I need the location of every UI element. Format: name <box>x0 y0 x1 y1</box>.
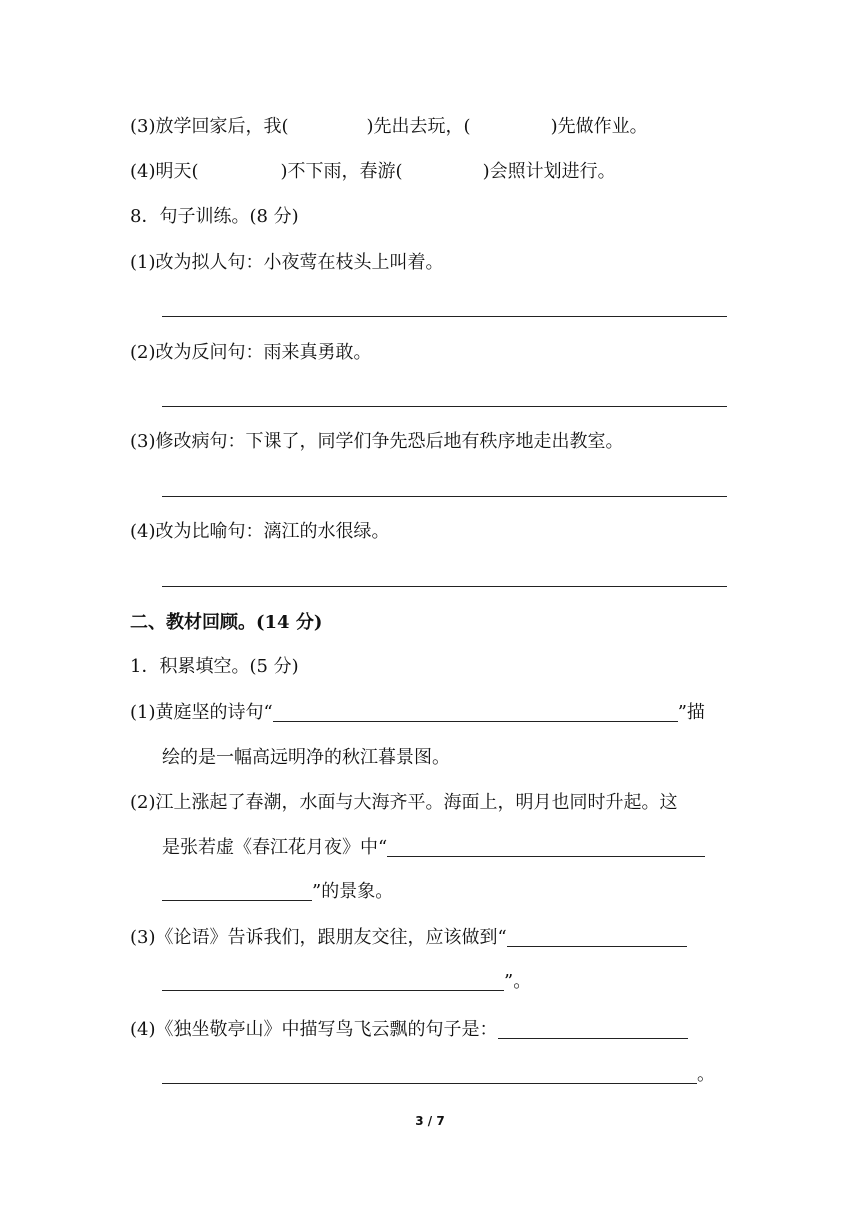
answer-line[interactable] <box>162 586 727 587</box>
fill-item-1-2: (2)江上涨起了春潮，水面与大海齐平。海面上，明月也同时升起。这 <box>130 792 678 813</box>
answer-line[interactable] <box>162 316 727 317</box>
fill-item-1-2-cont: 是张若虚《春江花月夜》中“ <box>162 836 705 860</box>
answer-blank[interactable] <box>498 1020 688 1039</box>
section-2-heading: 二、教材回顾。(14 分) <box>130 612 323 633</box>
question-1-title: 1．积累填空。(5 分) <box>130 656 299 677</box>
question-8-title: 8．句子训练。(8 分) <box>130 206 299 227</box>
page-number: 3 / 7 <box>415 1114 445 1128</box>
fill-item-1-4: (4)《独坐敬亭山》中描写鸟飞云飘的句子是： <box>130 1018 688 1042</box>
question-8-2: (2)改为反问句：雨来真勇敢。 <box>130 342 372 363</box>
answer-line[interactable] <box>162 406 727 407</box>
answer-blank[interactable] <box>162 972 504 991</box>
fill-item-3: (3)放学回家后，我( )先出去玩，( )先做作业。 <box>130 116 648 137</box>
answer-blank[interactable] <box>387 838 705 857</box>
fill-item-1-2-cont2: ”的景象。 <box>162 880 393 904</box>
question-8-1: (1)改为拟人句：小夜莺在枝头上叫着。 <box>130 252 444 273</box>
fill-item-1-4-cont: 。 <box>162 1063 715 1087</box>
fill-item-4: (4)明天( )不下雨，春游( )会照计划进行。 <box>130 161 616 182</box>
fill-item-1-3-cont: ”。 <box>162 970 531 994</box>
answer-blank[interactable] <box>162 1065 697 1084</box>
question-8-3: (3)修改病句：下课了，同学们争先恐后地有秩序地走出教室。 <box>130 431 624 452</box>
fill-item-1-1: (1)黄庭坚的诗句“ ”描 <box>130 702 705 723</box>
answer-line[interactable] <box>162 496 727 497</box>
question-8-4: (4)改为比喻句：漓江的水很绿。 <box>130 521 390 542</box>
answer-blank[interactable] <box>162 882 312 901</box>
fill-item-1-3: (3)《论语》告诉我们，跟朋友交往，应该做到“ <box>130 926 687 950</box>
answer-blank[interactable] <box>507 928 687 947</box>
fill-item-1-1-cont: 绘的是一幅高远明净的秋江暮景图。 <box>162 747 450 768</box>
answer-blank[interactable] <box>273 703 678 722</box>
